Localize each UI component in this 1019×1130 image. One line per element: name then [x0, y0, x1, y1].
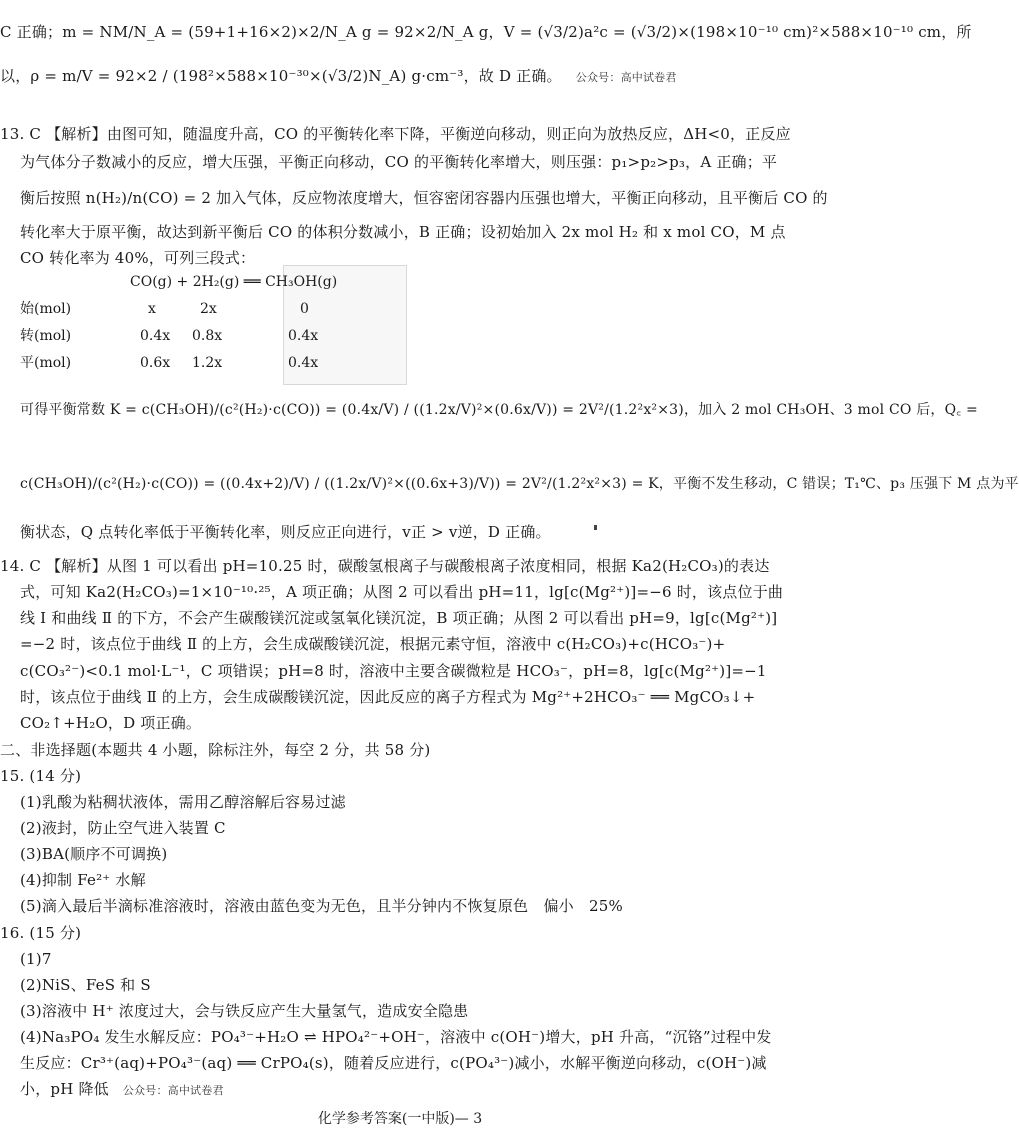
text-line: 式，可知 Ka2(H₂CO₃)=1×10⁻¹⁰·²⁵，A 项正确；从图 2 可以看出 pH=11，lg[c(Mg²⁺)]=−6 时，该点位于曲	[20, 583, 784, 601]
question-heading: 15. (14 分)	[0, 767, 82, 785]
cell: 0.6x	[140, 355, 171, 371]
row-label: 始(mol)	[20, 301, 72, 317]
row-label: 转(mol)	[20, 328, 72, 344]
answer-line: (3)溶液中 H⁺ 浓度过大，会与铁反应产生大量氢气，造成安全隐患	[20, 1002, 469, 1020]
text-line: c(CO₃²⁻)<0.1 mol·L⁻¹，C 项错误；pH=8 时，溶液中主要含碳微粒是 HCO₃⁻，pH=8，lg[c(Mg²⁺)]=−1	[20, 662, 767, 680]
text-line: 为气体分子数减小的反应，增大压强，平衡正向移动，CO 的平衡转化率增大，则压强：p₁>p₂>p₃，A 正确；平	[20, 153, 778, 171]
cell: 0	[300, 301, 309, 317]
text-line: 衡状态，Q 点转化率低于平衡转化率，则反应正向进行，v正 > v逆，D 正确。	[20, 523, 551, 541]
answer-line: (1)7	[20, 950, 52, 968]
text-line: c(CH₃OH)/(c²(H₂)·c(CO)) = ((0.4x+2)/V) / ((1.2x/V)²×((0.6x+3)/V)) = 2V²/(1.2²x²×3) = K，平衡不发生移动，C 错误；T₁℃、p₃ 压强下 M 点为平	[20, 476, 1019, 492]
row-label: 平(mol)	[20, 355, 72, 371]
cell: 1.2x	[192, 355, 223, 371]
text-line: =−2 时，该点位于曲线 Ⅱ 的上方，会生成碳酸镁沉淀，根据元素守恒，溶液中 c(H₂CO₃)+c(HCO₃⁻)+	[20, 635, 726, 653]
table-row	[20, 299, 420, 326]
answer-line: (5)滴入最后半滴标准溶液时，溶液由蓝色变为无色，且半分钟内不恢复原色 偏小 25%	[20, 897, 623, 915]
text-line: 13. C 【解析】由图可知，随温度升高，CO 的平衡转化率下降，平衡逆向移动，则正向为放热反应，ΔH<0，正反应	[0, 125, 791, 143]
answer-line: (2)NiS、FeS 和 S	[20, 976, 151, 994]
text-line: CO₂↑+H₂O，D 项正确。	[20, 714, 202, 732]
text-line: 14. C 【解析】从图 1 可以看出 pH=10.25 时，碳酸氢根离子与碳酸根离子浓度相同，根据 Ka2(H₂CO₃)的表达	[0, 557, 770, 575]
answer-line: (4)Na₃PO₄ 发生水解反应：PO₄³⁻+H₂O ⇌ HPO₄²⁻+OH⁻，溶液中 c(OH⁻)增大，pH 升高，“沉铬”过程中发	[20, 1028, 772, 1046]
cell: x	[148, 301, 156, 317]
cell: 0.4x	[140, 328, 171, 344]
table-row	[20, 326, 420, 353]
table-row	[20, 353, 420, 380]
answer-line: 生反应：Cr³⁺(aq)+PO₄³⁻(aq) ══ CrPO₄(s)，随着反应进行，c(PO₄³⁻)减小，水解平衡逆向移动，c(OH⁻)减	[20, 1054, 767, 1072]
answer-text: 小，pH 降低	[20, 1080, 109, 1098]
table-equation: CO(g) + 2H₂(g) ══ CH₃OH(g)	[130, 274, 338, 290]
cell: 2x	[200, 301, 217, 317]
watermark-text: 公众号：高中试卷君	[122, 1084, 224, 1097]
answer-line: (4)抑制 Fe²⁺ 水解	[20, 871, 146, 889]
text-line: CO 转化率为 40%，可列三段式：	[20, 249, 256, 267]
three-stage-table	[20, 272, 420, 380]
page-footer: 化学参考答案(一中版)— 3	[317, 1111, 483, 1127]
section-heading: 二、非选择题(本题共 4 小题，除标注外，每空 2 分，共 58 分)	[0, 741, 431, 759]
cell: 0.4x	[288, 355, 319, 371]
question-heading: 16. (15 分)	[0, 924, 82, 942]
answer-line: (1)乳酸为粘稠状液体，需用乙醇溶解后容易过滤	[20, 793, 346, 811]
answer-line: (2)液封，防止空气进入装置 C	[20, 819, 226, 837]
text-line: 时，该点位于曲线 Ⅱ 的上方，会生成碳酸镁沉淀，因此反应的离子方程式为 Mg²⁺+2HCO₃⁻ ══ MgCO₃↓+	[20, 688, 756, 706]
cell: 0.4x	[288, 328, 319, 344]
text-line: 线 Ⅰ 和曲线 Ⅱ 的下方，不会产生碳酸镁沉淀或氢氧化镁沉淀，B 项正确；从图 2 可以看出 pH=9，lg[c(Mg²⁺)]	[20, 609, 778, 627]
text-line	[0, 66, 800, 88]
text-line: 转化率大于原平衡，故达到新平衡后 CO 的体积分数减小，B 正确；设初始加入 2x mol H₂ 和 x mol CO，M 点	[20, 223, 786, 241]
text-line: 可得平衡常数 K = c(CH₃OH)/(c²(H₂)·c(CO)) = (0.4x/V) / ((1.2x/V)²×(0.6x/V)) = 2V²/(1.2²x²×3)，加入 2 mol CH₃OH、3 mol CO 后，Q꜀ =	[20, 402, 978, 418]
cell: 0.8x	[192, 328, 223, 344]
text-line: C 正确；m = NM/N_A = (59+1+16×2)×2/N_A g = 92×2/N_A g，V = (√3/2)a²c = (√3/2)×(198×10⁻¹⁰ cm)²×588×10⁻¹⁰ cm，所	[0, 23, 972, 41]
answer-line: (3)BA(顺序不可调换)	[20, 845, 168, 863]
density-formula: 以，ρ = m/V = 92×2 / (198²×588×10⁻³⁰×(√3/2)N_A) g·cm⁻³，故 D 正确。	[0, 67, 562, 85]
text-line: 衡后按照 n(H₂)/n(CO) = 2 加入气体，反应物浓度增大，恒容密闭容器内压强也增大，平衡正向移动，且平衡后 CO 的	[20, 189, 828, 207]
speck	[594, 525, 597, 530]
watermark-text: 公众号：高中试卷君	[575, 71, 677, 84]
answer-line	[20, 1079, 800, 1101]
